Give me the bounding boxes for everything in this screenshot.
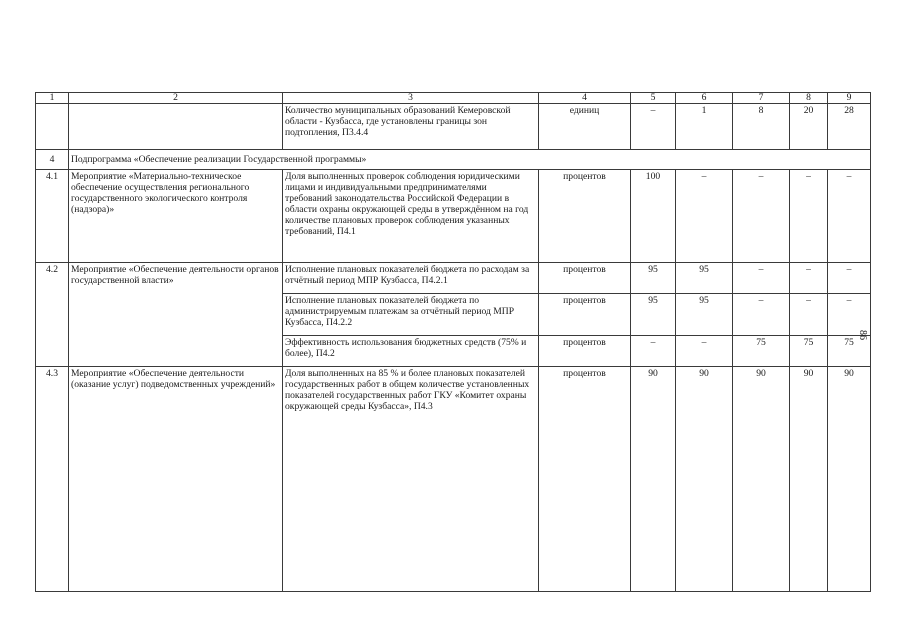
column-number-row <box>36 93 871 104</box>
column-number: 5 <box>631 93 676 104</box>
table-row <box>36 170 871 263</box>
activity-cell: Мероприятие «Материально-техническое обеспечение осуществления регионального государственного экологического контроля (надзора)» <box>69 170 283 263</box>
column-number: 9 <box>828 93 871 104</box>
indicator-cell: Эффективность использования бюджетных средств (75% и более), П4.2 <box>283 336 539 367</box>
value-cell: 95 <box>676 294 733 336</box>
value-cell: 90 <box>733 367 790 592</box>
value-cell: – <box>676 170 733 263</box>
value-cell: 90 <box>631 367 676 592</box>
table-row <box>36 367 871 592</box>
value-cell: 95 <box>631 294 676 336</box>
column-number: 1 <box>36 93 69 104</box>
value-cell: 1 <box>676 104 733 150</box>
value-cell: – <box>828 170 871 263</box>
column-number: 3 <box>283 93 539 104</box>
value-cell: – <box>828 263 871 294</box>
indicator-cell: Исполнение плановых показателей бюджета по расходам за отчётный период МПР Кузбасса, П4.2.1 <box>283 263 539 294</box>
value-cell: – <box>733 294 790 336</box>
value-cell: 8 <box>733 104 790 150</box>
value-cell: 20 <box>790 104 828 150</box>
value-cell: – <box>631 336 676 367</box>
unit-cell: процентов <box>539 367 631 592</box>
unit-cell: процентов <box>539 294 631 336</box>
row-number-cell: 4 <box>36 150 69 170</box>
indicator-cell: Исполнение плановых показателей бюджета по администрируемым платежам за отчётный период МПР Кузбасса, П4.2.2 <box>283 294 539 336</box>
row-number-cell: 4.2 <box>36 263 69 367</box>
table-row <box>36 104 871 150</box>
unit-cell: единиц <box>539 104 631 150</box>
row-number-cell: 4.3 <box>36 367 69 592</box>
value-cell: 90 <box>790 367 828 592</box>
subprogram-title: Подпрограмма «Обеспечение реализации Государственной программы» <box>69 150 871 170</box>
value-cell: 95 <box>631 263 676 294</box>
row-number-cell: 4.1 <box>36 170 69 263</box>
activity-cell: Мероприятие «Обеспечение деятельности органов государственной власти» <box>69 263 283 367</box>
subprogram-row <box>36 150 871 170</box>
column-number: 4 <box>539 93 631 104</box>
table-row <box>36 263 871 294</box>
column-number: 8 <box>790 93 828 104</box>
value-cell: – <box>631 104 676 150</box>
value-cell: 90 <box>828 367 871 592</box>
value-cell: 95 <box>676 263 733 294</box>
value-cell: – <box>733 263 790 294</box>
indicators-table <box>35 92 871 592</box>
value-cell: 28 <box>828 104 871 150</box>
value-cell: 75 <box>828 336 871 367</box>
value-cell: 75 <box>790 336 828 367</box>
value-cell: – <box>790 294 828 336</box>
column-number: 6 <box>676 93 733 104</box>
row-number-cell <box>36 104 69 150</box>
value-cell: – <box>676 336 733 367</box>
unit-cell: процентов <box>539 263 631 294</box>
indicator-cell: Доля выполненных проверок соблюдения юридическими лицами и индивидуальными предпринимателями требований законодательства Российской Федерации в области охраны окружающей среды в утверждённом на год количестве плановых проверок соблюдения указанных требований, П4.1 <box>283 170 539 263</box>
value-cell: – <box>733 170 790 263</box>
value-cell: 75 <box>733 336 790 367</box>
indicator-cell: Количество муниципальных образований Кемеровской области - Кузбасса, где установлены границы зон подтопления, П3.4.4 <box>283 104 539 150</box>
indicator-cell: Доля выполненных на 85 % и более плановых показателей государственных работ в общем количестве установленных показателей государственных работ ГКУ «Комитет охраны окружающей среды Кузбасса», П4.3 <box>283 367 539 592</box>
activity-cell <box>69 104 283 150</box>
value-cell: – <box>790 170 828 263</box>
column-number: 7 <box>733 93 790 104</box>
value-cell: – <box>828 294 871 336</box>
column-number: 2 <box>69 93 283 104</box>
page-number: 86 <box>857 330 868 340</box>
activity-cell: Мероприятие «Обеспечение деятельности (оказание услуг) подведомственных учреждений» <box>69 367 283 592</box>
value-cell: 100 <box>631 170 676 263</box>
unit-cell: процентов <box>539 170 631 263</box>
value-cell: – <box>790 263 828 294</box>
value-cell: 90 <box>676 367 733 592</box>
unit-cell: процентов <box>539 336 631 367</box>
